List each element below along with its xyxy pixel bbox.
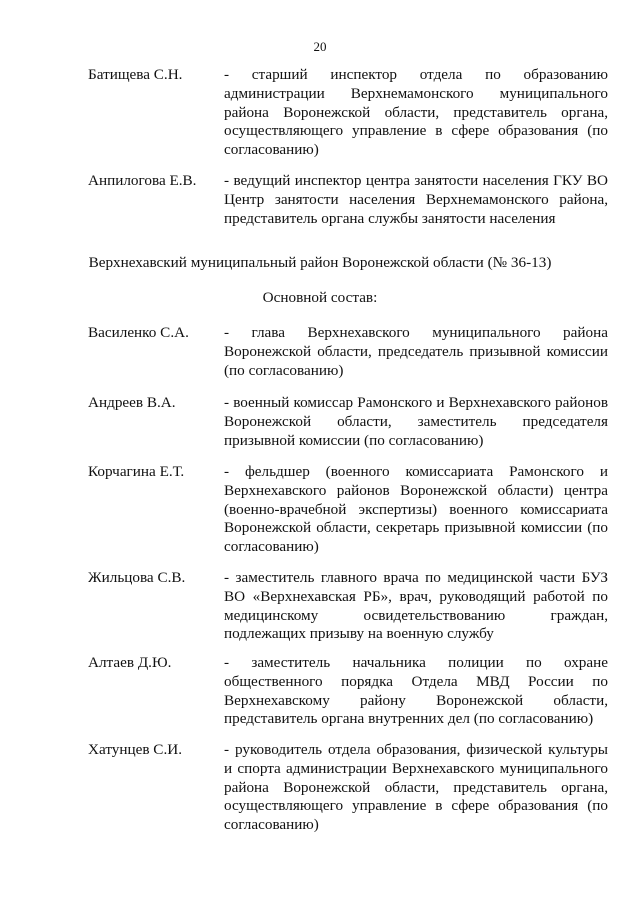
member-description: - военный комиссар Рамонского и Верхнехавского районов Воронежской области, заместитель председателя призывной комиссии (по согласованию): [224, 394, 608, 449]
member-name: Андреев В.А.: [88, 394, 176, 411]
member-description: - глава Верхнехавского муниципального района Воронежской области, председатель призывной комиссии (по согласованию): [224, 324, 608, 379]
member-description: - ведущий инспектор центра занятости населения ГКУ ВО Центр занятости населения Верхнемамонского района, представитель органа службы занятости населения: [224, 172, 608, 227]
member-name: Жильцова С.В.: [88, 569, 186, 586]
district-title: Верхнехавский муниципальный район Воронежской области (№ 36-13): [88, 254, 552, 271]
member-name: Алтаев Д.Ю.: [88, 654, 172, 671]
member-name: Батищева С.Н.: [88, 66, 183, 83]
member-description: - старший инспектор отдела по образованию администрации Верхнемамонского муниципального района Воронежской области, представитель органа, осуществляющего управление в сфере образования (по согласованию): [224, 66, 608, 159]
composition-subtitle: Основной состав:: [262, 289, 378, 306]
member-description: - фельдшер (военного комиссариата Рамонского и Верхнехавского районов Воронежской области) центра (военно-врачебной экспертизы) военного комиссариата Воронежской области, секретарь призывной комиссии (по согласованию): [224, 463, 608, 556]
member-name: Анпилогова Е.В.: [88, 172, 197, 189]
member-name: Хатунцев С.И.: [88, 741, 183, 758]
member-name: Василенко С.А.: [88, 324, 189, 341]
member-name: Корчагина Е.Т.: [88, 463, 185, 480]
member-description: - заместитель начальника полиции по охране общественного порядка Отдела МВД России по Верхнехавскому району Воронежской области, представитель органа внутренних дел (по согласованию): [224, 654, 608, 728]
member-description: - руководитель отдела образования, физической культуры и спорта администрации Верхнехавского муниципального района Воронежской области, представитель органа, осуществляющего управление в сфере образования (по согласованию): [224, 741, 608, 834]
member-description: - заместитель главного врача по медицинской части БУЗ ВО «Верхнехавская РБ», врач, руководящий работой по медицинскому освидетельствованию граждан, подлежащих призыву на военную службу: [224, 569, 608, 643]
page-number: 20: [313, 39, 327, 54]
